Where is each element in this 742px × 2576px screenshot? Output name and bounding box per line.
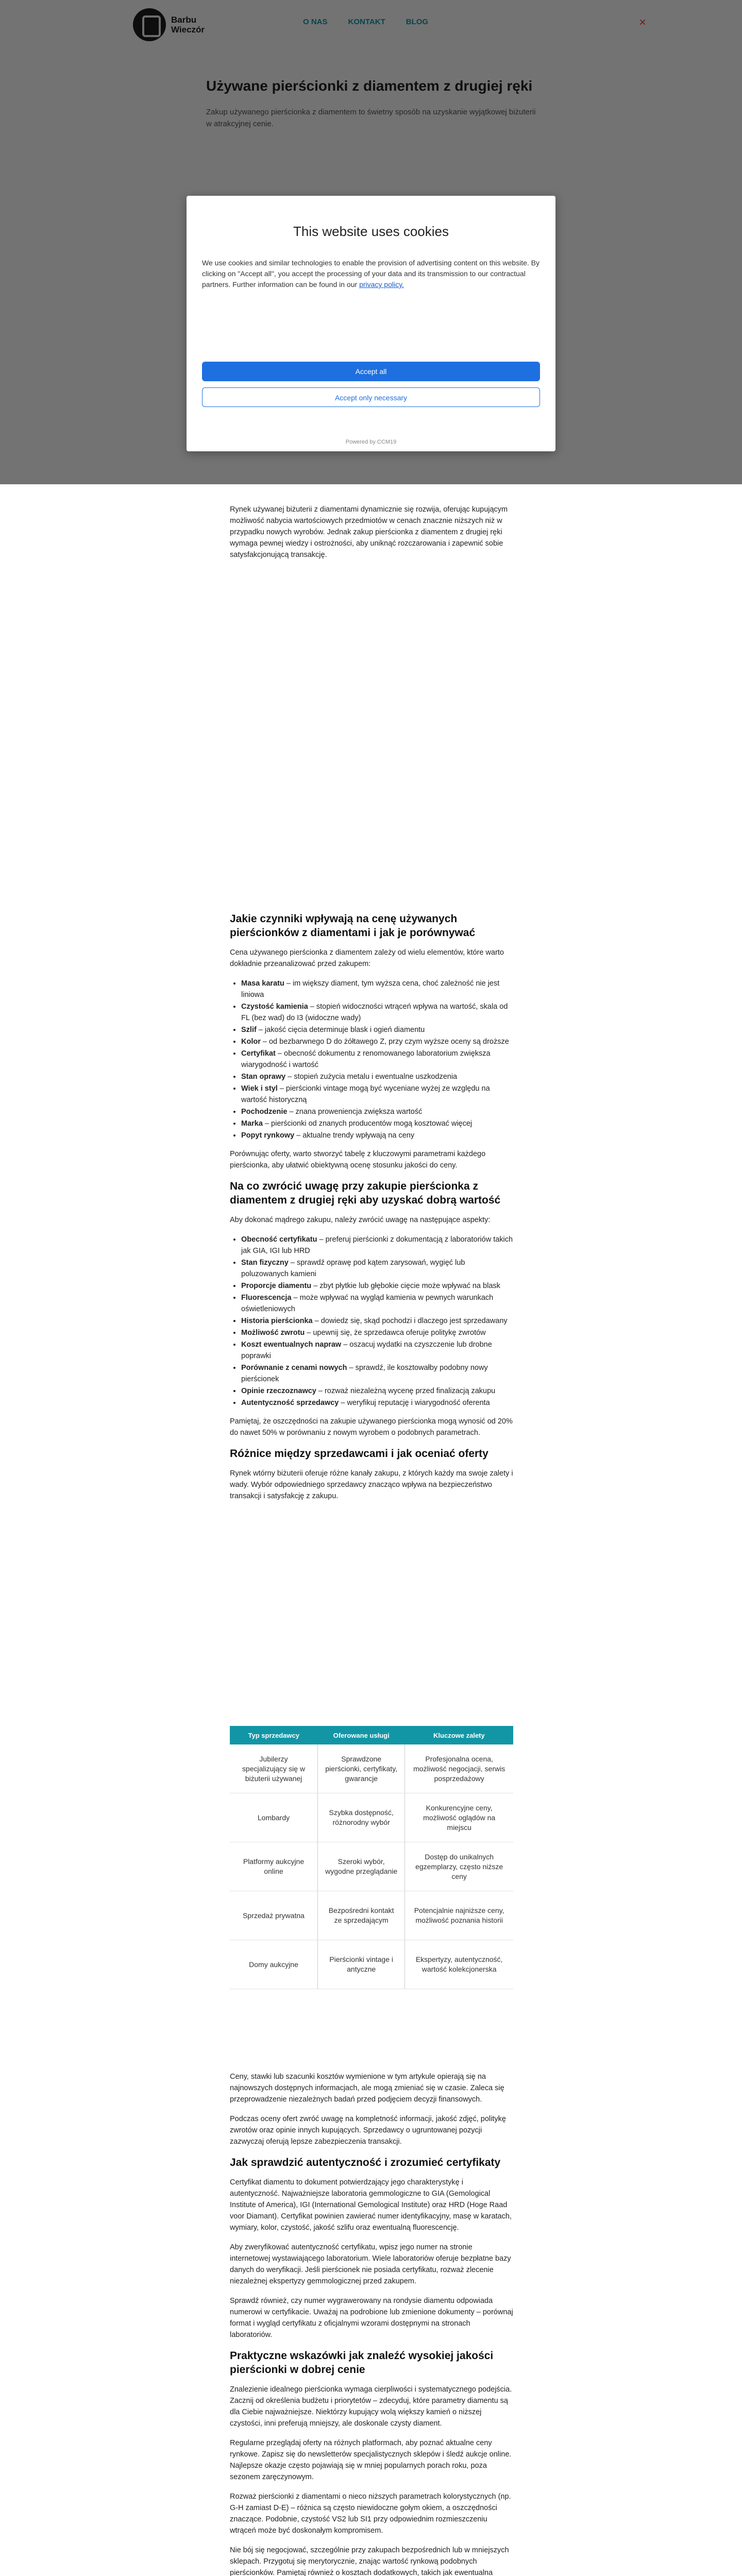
section-2-list xyxy=(230,1234,513,1409)
list-item: • Fluorescencja – może wpływać na wygląd kamienia w pewnych warunkach oświetleniowych xyxy=(241,1292,513,1315)
table-cell: Ekspertyzy, autentyczność, wartość kolekcjonerska xyxy=(405,1940,513,1989)
section-5-paragraph-2: Regularne przeglądaj oferty na różnych platformach, aby poznać aktualne ceny rynkowe. Zapisz się do newsletterów specjalistycznych sklepów i śledź aukcje online. Najlepsze okazje często pojawiają się w mniej popularnych porach roku, poza sezonem zaręczynowym. xyxy=(230,2439,512,2481)
article-intro xyxy=(230,504,513,569)
table-cell: Bezpośredni kontakt ze sprzedającym xyxy=(318,1891,405,1940)
table-cell: Dostęp do unikalnych egzemplarzy, często niższe ceny xyxy=(405,1842,513,1891)
list-item: • Masa karatu – im większy diament, tym wyższa cena, choć zależność nie jest liniowa xyxy=(241,978,513,1001)
article-body-1 xyxy=(230,912,513,1510)
intro-paragraph: Rynek używanej biżuterii z diamentami dynamicznie się rozwija, oferując kupującym możliwość nabycia wartościowych przedmiotów w cenach znacznie niższych niż w przypadku nowych wyrobów. Jednak zakup pierścionka z diamentem z drugiej ręki wymaga pewnej wiedzy i ostrożności, aby uniknąć rozczarowania i zapewnić sobie satysfakcjonującą transakcję. xyxy=(230,505,508,559)
table-cell: Szeroki wybór, wygodne przeglądanie xyxy=(318,1842,405,1891)
section-3-title: Różnice między sprzedawcami i jak oceniać oferty xyxy=(230,1448,488,1460)
list-item: • Autentyczność sprzedawcy – weryfikuj reputację i wiarygodność oferenta xyxy=(241,1397,513,1409)
section-5-title: Praktyczne wskazówki jak znaleźć wysokiej jakości pierścionki w dobrej cenie xyxy=(230,2350,494,2376)
privacy-policy-link[interactable]: privacy policy. xyxy=(359,280,404,289)
table-row xyxy=(230,1744,513,1793)
accept-all-button[interactable]: Accept all xyxy=(202,362,540,381)
table-row xyxy=(230,1940,513,1989)
list-item: • Stan oprawy – stopień zużycia metalu i ewentualne uszkodzenia xyxy=(241,1071,513,1082)
list-item: • Popyt rynkowy – aktualne trendy wpływają na ceny xyxy=(241,1130,513,1141)
list-item: • Koszt ewentualnych napraw – oszacuj wydatki na czyszczenie lub drobne poprawki xyxy=(241,1339,513,1362)
list-item: • Porównanie z cenami nowych – sprawdź, ile kosztowałby podobny nowy pierścionek xyxy=(241,1362,513,1385)
table-header-cell: Kluczowe zalety xyxy=(405,1726,513,1744)
table-header-cell: Oferowane usługi xyxy=(318,1726,405,1744)
offer-evaluation-paragraph: Podczas oceny ofert zwróć uwagę na kompletność informacji, jakość zdjęć, politykę zwrotów oraz opinie innych kupujących. Sprzedawcy o ugruntowanej pozycji zazwyczaj oferują lepsze zabezpieczenia transakcji. xyxy=(230,2115,506,2146)
section-1-title: Jakie czynniki wpływają na cenę używanych pierścionków z diamentami i jak je porównywać xyxy=(230,913,476,939)
table-row xyxy=(230,1891,513,1940)
list-item: • Możliwość zwrotu – upewnij się, że sprzedawca oferuje politykę zwrotów xyxy=(241,1327,513,1338)
section-1-summary: Porównując oferty, warto stworzyć tabelę z kluczowymi parametrami każdego pierścionka, aby ułatwić obiektywną ocenę stosunku jakości do ceny. xyxy=(230,1150,486,1170)
section-3-paragraph: Rynek wtórny biżuterii oferuje różne kanały zakupu, z których każdy ma swoje zalety i wady. Wybór odpowiedniego sprzedawcy znacząco wpływa na bezpieczeństwo transakcji i satysfakcję z zakupu. xyxy=(230,1469,513,1500)
table-cell: Szybka dostępność, różnorodny wybór xyxy=(318,1793,405,1842)
list-item: • Obecność certyfikatu – preferuj pierścionki z dokumentacją z laboratoriów takich jak GIA, IGI lub HRD xyxy=(241,1234,513,1257)
list-item: • Czystość kamienia – stopień widoczności wtrąceń wpływa na wartość, skala od FL (bez wad) do I3 (widoczne wady) xyxy=(241,1001,513,1024)
section-4-paragraph-1: Certyfikat diamentu to dokument potwierdzający jego charakterystykę i autentyczność. Najważniejsze laboratoria gemmologiczne to GIA (Gemological Institute of America), IGI (International Gemological Institute) oraz HRD (Hoge Raad voor Diamant). Certyfikat powinien zawierać numer identyfikacyjny, masę w karatach, wymiary, kolor, czystość, jakość szlifu oraz ewentualną fluorescencję. xyxy=(230,2178,512,2232)
section-4-paragraph-2: Aby zweryfikować autentyczność certyfikatu, wpisz jego numer na stronie internetowej wystawiającego laboratorium. Wiele laboratoriów oferuje bezpłatne bazy danych do weryfikacji. Jeśli pierścionek nie posiada certyfikatu, rozważ zlecenie niezależnej ekspertyzy gemmologicznej przed zakupem. xyxy=(230,2243,511,2285)
section-2-paragraph: Aby dokonać mądrego zakupu, należy zwrócić uwagę na następujące aspekty: xyxy=(230,1216,491,1224)
cookie-dialog xyxy=(187,196,555,451)
list-item: • Opinie rzeczoznawcy – rozważ niezależną wycenę przed finalizacją zakupu xyxy=(241,1385,513,1397)
table-row xyxy=(230,1842,513,1891)
section-5-paragraph-3: Rozważ pierścionki z diamentami o nieco niższych parametrach kolorystycznych (np. G-H zamiast D-E) – różnica są często niewidoczne gołym okiem, a oszczędności znaczące. Podobnie, czystość VS2 lub SI1 przy odpowiednim rozmieszczeniu wtrąceń może być doskonałym kompromisem. xyxy=(230,2493,511,2535)
section-4-paragraph-3: Sprawdź również, czy numer wygrawerowany na rondysie diamentu odpowiada numerowi w certyfikacie. Uważaj na podrobione lub zmienione dokumenty – porównaj format i wygląd certyfikatu z oficjalnymi wzorami dostępnymi na stronach laboratoriów. xyxy=(230,2297,513,2339)
table-cell: Sprawdzone pierścionki, certyfikaty, gwarancje xyxy=(318,1744,405,1793)
price-disclaimer: Ceny, stawki lub szacunki kosztów wymienione w tym artykule opierają się na najnowszych dostępnych informacjach, ale mogą zmieniać się w czasie. Zaleca się przeprowadzenie niezależnych badań przed podjęciem decyzji finansowych. xyxy=(230,2073,504,2104)
table-row xyxy=(230,1793,513,1842)
accept-necessary-button[interactable]: Accept only necessary xyxy=(202,387,540,407)
cookie-powered-by: Powered by CCM19 xyxy=(345,439,397,445)
table-cell: Potencjalnie najniższe ceny, możliwość poznania historii xyxy=(405,1891,513,1940)
table-cell: Profesjonalna ocena, możliwość negocjacji, serwis posprzedażowy xyxy=(405,1744,513,1793)
table-header-row xyxy=(230,1726,513,1744)
section-2-summary: Pamiętaj, że oszczędności na zakupie używanego pierścionka mogą wynosić od 20% do nawet 50% w porównaniu z nowym wyrobem o podobnych parametrach. xyxy=(230,1417,513,1437)
seller-comparison-table xyxy=(230,1726,513,1989)
cookie-title: This website uses cookies xyxy=(293,224,449,239)
section-2-title: Na co zwrócić uwagę przy zakupie pierścionka z diamentem z drugiej ręki aby uzyskać dobrą wartość xyxy=(230,1180,501,1206)
list-item: • Historia pierścionka – dowiedz się, skąd pochodzi i dlaczego jest sprzedawany xyxy=(241,1315,513,1327)
list-item: • Proporcje diamentu – zbyt płytkie lub głębokie cięcie może wpływać na blask xyxy=(241,1280,513,1292)
table-cell: Konkurencyjne ceny, możliwość oglądów na miejscu xyxy=(405,1793,513,1842)
list-item: • Kolor – od bezbarwnego D do żółtawego Z, przy czym wyższe oceny są droższe xyxy=(241,1036,513,1047)
list-item: • Szlif – jakość cięcia determinuje blask i ogień diamentu xyxy=(241,1024,513,1036)
section-4-title: Jak sprawdzić autentyczność i zrozumieć certyfikaty xyxy=(230,2157,501,2168)
list-item: • Certyfikat – obecność dokumentu z renomowanego laboratorium zwiększa wiarygodność i wartość xyxy=(241,1048,513,1071)
list-item: • Stan fizyczny – sprawdź oprawę pod kątem zarysowań, wygięć lub poluzowanych kamieni xyxy=(241,1257,513,1280)
table-cell: Platformy aukcyjne online xyxy=(230,1842,318,1891)
table-header-cell: Typ sprzedawcy xyxy=(230,1726,318,1744)
table-cell: Lombardy xyxy=(230,1793,318,1842)
table-cell: Sprzedaż prywatna xyxy=(230,1891,318,1940)
table-cell: Pierścionki vintage i antyczne xyxy=(318,1940,405,1989)
section-1-paragraph: Cena używanego pierścionka z diamentem zależy od wielu elementów, które warto dokładnie przeanalizować przed zakupem: xyxy=(230,948,504,968)
list-item: • Wiek i styl – pierścionki vintage mogą być wyceniane wyżej ze względu na wartość historyczną xyxy=(241,1083,513,1106)
article-body-2 xyxy=(230,2071,513,2576)
list-item: • Pochodzenie – znana proweniencja zwiększa wartość xyxy=(241,1106,513,1117)
table-cell: Jubilerzy specjalizujący się w biżuterii używanej xyxy=(230,1744,318,1793)
list-item: • Marka – pierścionki od znanych producentów mogą kosztować więcej xyxy=(241,1118,513,1129)
table-cell: Domy aukcyjne xyxy=(230,1940,318,1989)
section-5-paragraph-4: Nie bój się negocjować, szczególnie przy zakupach bezpośrednich lub w mniejszych sklepach. Przygotuj się merytorycznie, znając wartość rynkową podobnych pierścionków. Pamiętaj również o kosztach dodatkowych, takich jak ewentualna xyxy=(230,2546,509,2576)
section-1-list xyxy=(230,978,513,1141)
cookie-text: We use cookies and similar technologies to enable the provision of advertising content on this website. By clicking on "Accept all", you accept the processing of your data and its transmission to our contractual partners. Further information can be found in our privacy policy. xyxy=(202,259,539,289)
section-5-paragraph-1: Znalezienie idealnego pierścionka wymaga cierpliwości i systematycznego podejścia. Zacznij od określenia budżetu i priorytetów – zdecyduj, które parametry diamentu są dla Ciebie najważniejsze. Niektórzy kupujący wolą większy kamień o niższej czystości, inni preferują mniejszy, ale doskonale czysty diament. xyxy=(230,2385,512,2428)
